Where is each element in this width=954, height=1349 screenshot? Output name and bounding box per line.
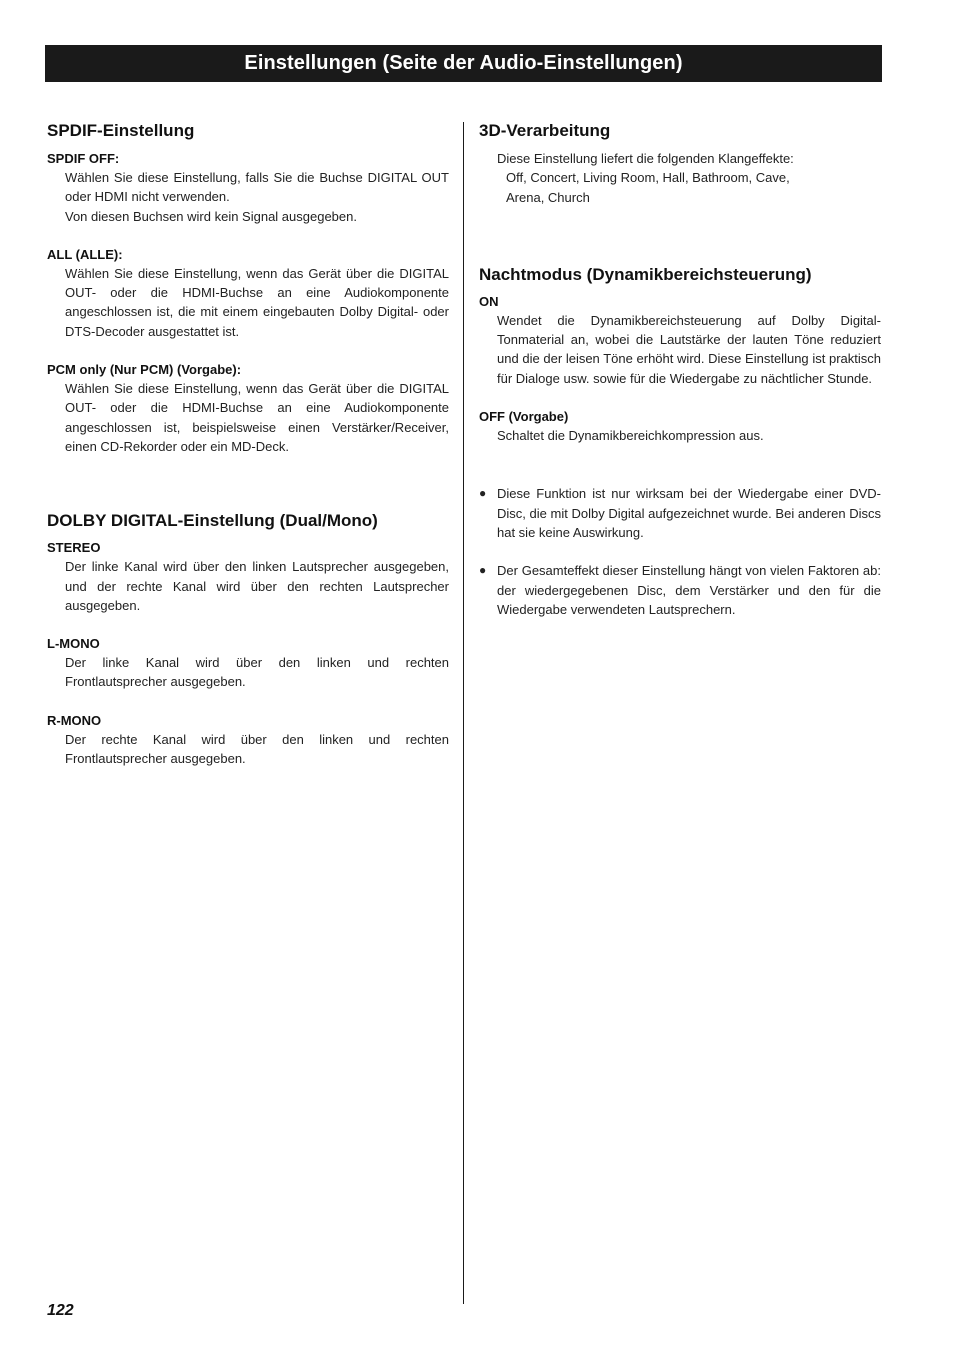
dolby-lmono-label: L-MONO xyxy=(47,636,100,652)
dolby-rmono-text: Der rechte Kanal wird über den linken und rechten Frontlautsprecher ausgegeben. xyxy=(65,731,449,767)
page-header-bar xyxy=(45,45,882,82)
spdif-all-text: Wählen Sie diese Einstellung, wenn das Gerät über die DIGITAL OUT- oder die HDMI-Buchse an eine Audiokomponente angeschlossen ist, die mit einem eingebauten Dolby Digital- oder DTS-Decoder ausgestattet ist. xyxy=(65,265,449,339)
note-item xyxy=(479,484,881,542)
dolby-stereo-text: Der linke Kanal wird über den linken Lautsprecher ausgegeben, und der rechte Kanal wird über den rechten Lautsprecher ausgegeben. xyxy=(65,559,449,613)
dolby-rmono-label: R-MONO xyxy=(47,712,102,728)
right-column xyxy=(479,120,881,619)
page-number: 122 xyxy=(47,1302,74,1319)
verarbeitung-heading: 3D-Verarbeitung xyxy=(479,121,611,140)
dolby-stereo-label: STEREO xyxy=(47,540,101,556)
dolby-heading: DOLBY DIGITAL-Einstellung (Dual/Mono) xyxy=(47,511,378,531)
nacht-on-label: ON xyxy=(479,293,499,309)
nacht-off-text: Schaltet die Dynamikbereichkompression aus. xyxy=(497,428,764,444)
nacht-on-text: Wendet die Dynamikbereichsteuerung auf Dolby Digital-Tonmaterial an, wobei die Lautstärke der lauten Töne reduziert und die der leisen Töne erhöht wird. Diese Einstellung ist praktisch für Dialoge usw. sowie für die Wiedergabe zu nächtlicher Stunde. xyxy=(497,312,881,386)
verarbeitung-effects-1: Off, Concert, Living Room, Hall, Bathroom, Cave, xyxy=(506,170,790,186)
column-divider xyxy=(463,122,464,1304)
dolby-lmono-text: Der linke Kanal wird über den linken und rechten Frontlautsprecher ausgegeben. xyxy=(65,655,449,690)
note-item xyxy=(479,561,881,619)
bullet-icon: ● xyxy=(479,563,487,578)
spdif-off-label: SPDIF OFF: xyxy=(47,151,120,166)
note-text: Der Gesamteffekt dieser Einstellung hängt von vielen Faktoren ab: der wiedergegebenen Disc, dem Verstärker und den für die Wiedergabe verwendeten Lautsprechern. xyxy=(497,563,881,617)
page-title: Einstellungen (Seite der Audio-Einstellungen) xyxy=(244,52,683,74)
nacht-heading: Nachtmodus (Dynamikbereichsteuerung) xyxy=(479,264,812,284)
spdif-off-text-2: Von diesen Buchsen wird kein Signal ausgegeben. xyxy=(65,208,357,224)
spdif-pcm-label: PCM only (Nur PCM) (Vorgabe): xyxy=(47,362,242,378)
spdif-heading: SPDIF-Einstellung xyxy=(47,121,195,140)
note-text: Diese Funktion ist nur wirksam bei der Wiedergabe einer DVD-Disc, die mit Dolby Digital aufgezeichnet wurde. Bei anderen Discs hat sie keine Auswirkung. xyxy=(497,486,881,540)
bullet-icon: ● xyxy=(479,486,487,501)
verarbeitung-intro: Diese Einstellung liefert die folgenden Klangeffekte: xyxy=(497,151,794,166)
left-column xyxy=(47,120,449,768)
verarbeitung-effects-2: Arena, Church xyxy=(506,189,590,205)
spdif-all-label: ALL (ALLE): xyxy=(47,246,123,262)
spdif-off-text: Wählen Sie diese Einstellung, falls Sie die Buchse DIGITAL OUT oder HDMI nicht verwenden. xyxy=(65,170,449,205)
spdif-pcm-text: Wählen Sie diese Einstellung, wenn das Gerät über die DIGITAL OUT- oder die HDMI-Buchse an eine Audiokomponente angeschlossen ist, beispielsweise einen Verstärker/Receiver, einen CD-Rekorder oder ein MD-Deck. xyxy=(65,381,449,454)
nacht-off-label: OFF (Vorgabe) xyxy=(479,409,569,425)
